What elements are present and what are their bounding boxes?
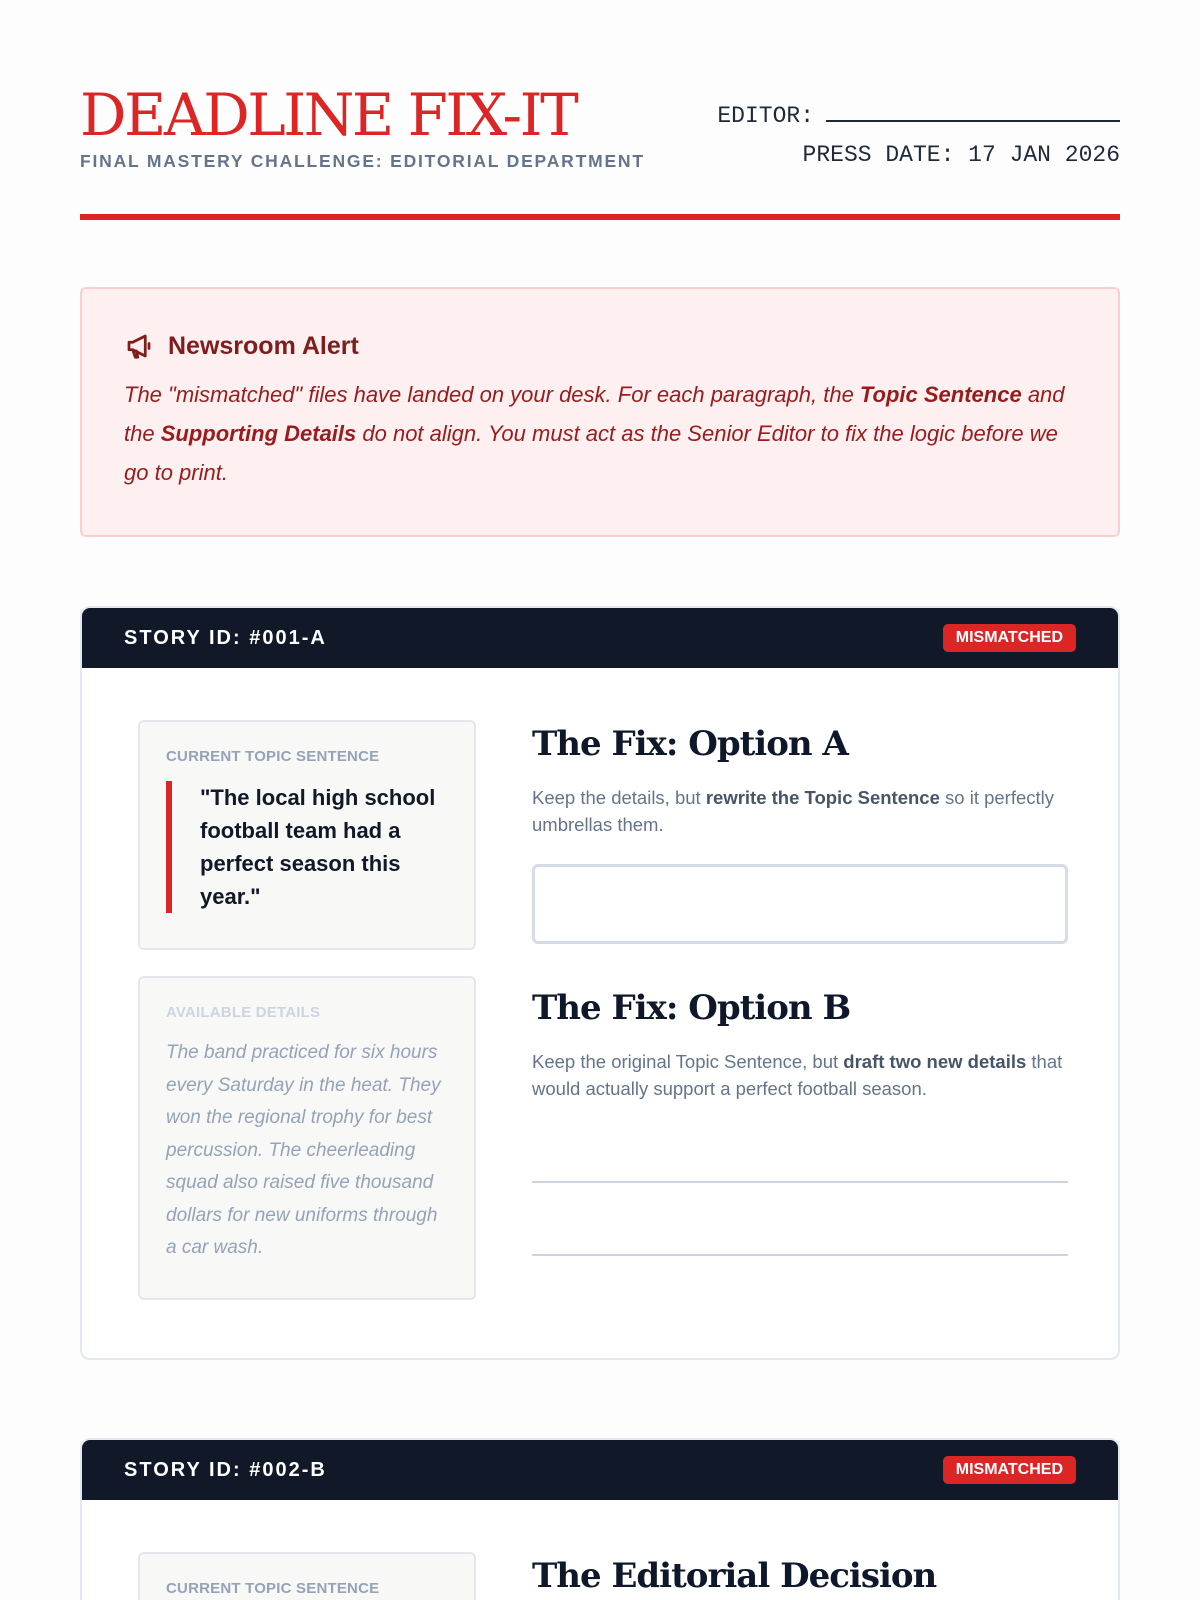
topic-sentence-quote: "The local high school football team had a perfect season this year." xyxy=(166,781,448,913)
topic-sentence-panel xyxy=(138,720,476,950)
page-subtitle: FINAL MASTERY CHALLENGE: EDITORIAL DEPARTMENT xyxy=(80,151,645,171)
alert-text-1: The "mismatched" files have landed on your desk. For each paragraph, the xyxy=(124,382,860,407)
story-card xyxy=(80,606,1120,1360)
masthead xyxy=(80,0,1120,222)
option-b-text-1: Keep the original Topic Sentence, but xyxy=(532,1051,844,1072)
topic-label: CURRENT TOPIC SENTENCE xyxy=(166,1580,380,1597)
status-badge: MISMATCHED xyxy=(943,624,1076,652)
alert-text-2: and the xyxy=(124,382,1065,446)
story-id: STORY ID: #002-B xyxy=(124,1458,327,1481)
option-b-text-2: that would actually support a perfect football season. xyxy=(532,1051,1063,1099)
story-header-bar xyxy=(82,1440,1118,1500)
newsroom-alert xyxy=(80,287,1120,537)
story-header-bar xyxy=(82,608,1118,668)
page-title: DEADLINE FIX-IT xyxy=(80,81,577,149)
worksheet-page xyxy=(80,0,1120,1597)
story-source-column xyxy=(138,720,476,1300)
alert-bold-topic: Topic Sentence xyxy=(859,382,1022,407)
option-b-answer-line[interactable] xyxy=(532,1254,1068,1256)
story-source-column xyxy=(138,1552,476,1600)
header-divider xyxy=(80,214,1120,220)
megaphone-icon xyxy=(124,331,154,361)
option-a-description xyxy=(532,784,1068,838)
alert-bold-details: Supporting Details xyxy=(160,421,357,446)
story-fix-column xyxy=(532,724,1068,1256)
option-a-text-1: Keep the details, but xyxy=(532,787,706,808)
option-a-text-2: so it perfectly umbrellas them. xyxy=(532,787,1055,835)
editor-name-blank[interactable] xyxy=(826,102,1120,122)
story-id: STORY ID: #001-A xyxy=(124,626,327,649)
alert-header xyxy=(124,331,1076,361)
alert-text-3: do not align. You must act as the Senior Editor to fix the logic before we go to print. xyxy=(124,421,1058,485)
status-badge: MISMATCHED xyxy=(943,1456,1076,1484)
topic-sentence-panel xyxy=(138,1552,476,1600)
option-a-answer-box[interactable] xyxy=(532,864,1068,944)
option-b-description xyxy=(532,1048,1068,1102)
story-card xyxy=(80,1438,1120,1600)
option-b-answer-line[interactable] xyxy=(532,1181,1068,1183)
option-a-bold: rewrite the Topic Sentence xyxy=(705,787,940,808)
option-b-bold: draft two new details xyxy=(843,1051,1027,1072)
details-text: The band practiced for six hours every Saturday in the heat. They won the regional trophy for best percussion. The cheerleading squad also raised five thousand dollars for new uniforms through a car wash. xyxy=(166,1042,441,1258)
story-fix-column xyxy=(532,1556,1068,1596)
details-label: AVAILABLE DETAILS xyxy=(166,1004,321,1021)
editor-field xyxy=(717,102,1120,129)
decision-title: The Editorial Decision xyxy=(532,1556,937,1596)
option-a-title: The Fix: Option A xyxy=(532,724,848,764)
option-b-title: The Fix: Option B xyxy=(532,988,851,1028)
alert-body xyxy=(124,375,1076,492)
editor-label: EDITOR: xyxy=(717,103,814,129)
topic-label: CURRENT TOPIC SENTENCE xyxy=(166,748,380,765)
alert-title: Newsroom Alert xyxy=(168,331,359,360)
press-date: PRESS DATE: 17 JAN 2026 xyxy=(802,142,1120,168)
details-panel xyxy=(138,976,476,1300)
